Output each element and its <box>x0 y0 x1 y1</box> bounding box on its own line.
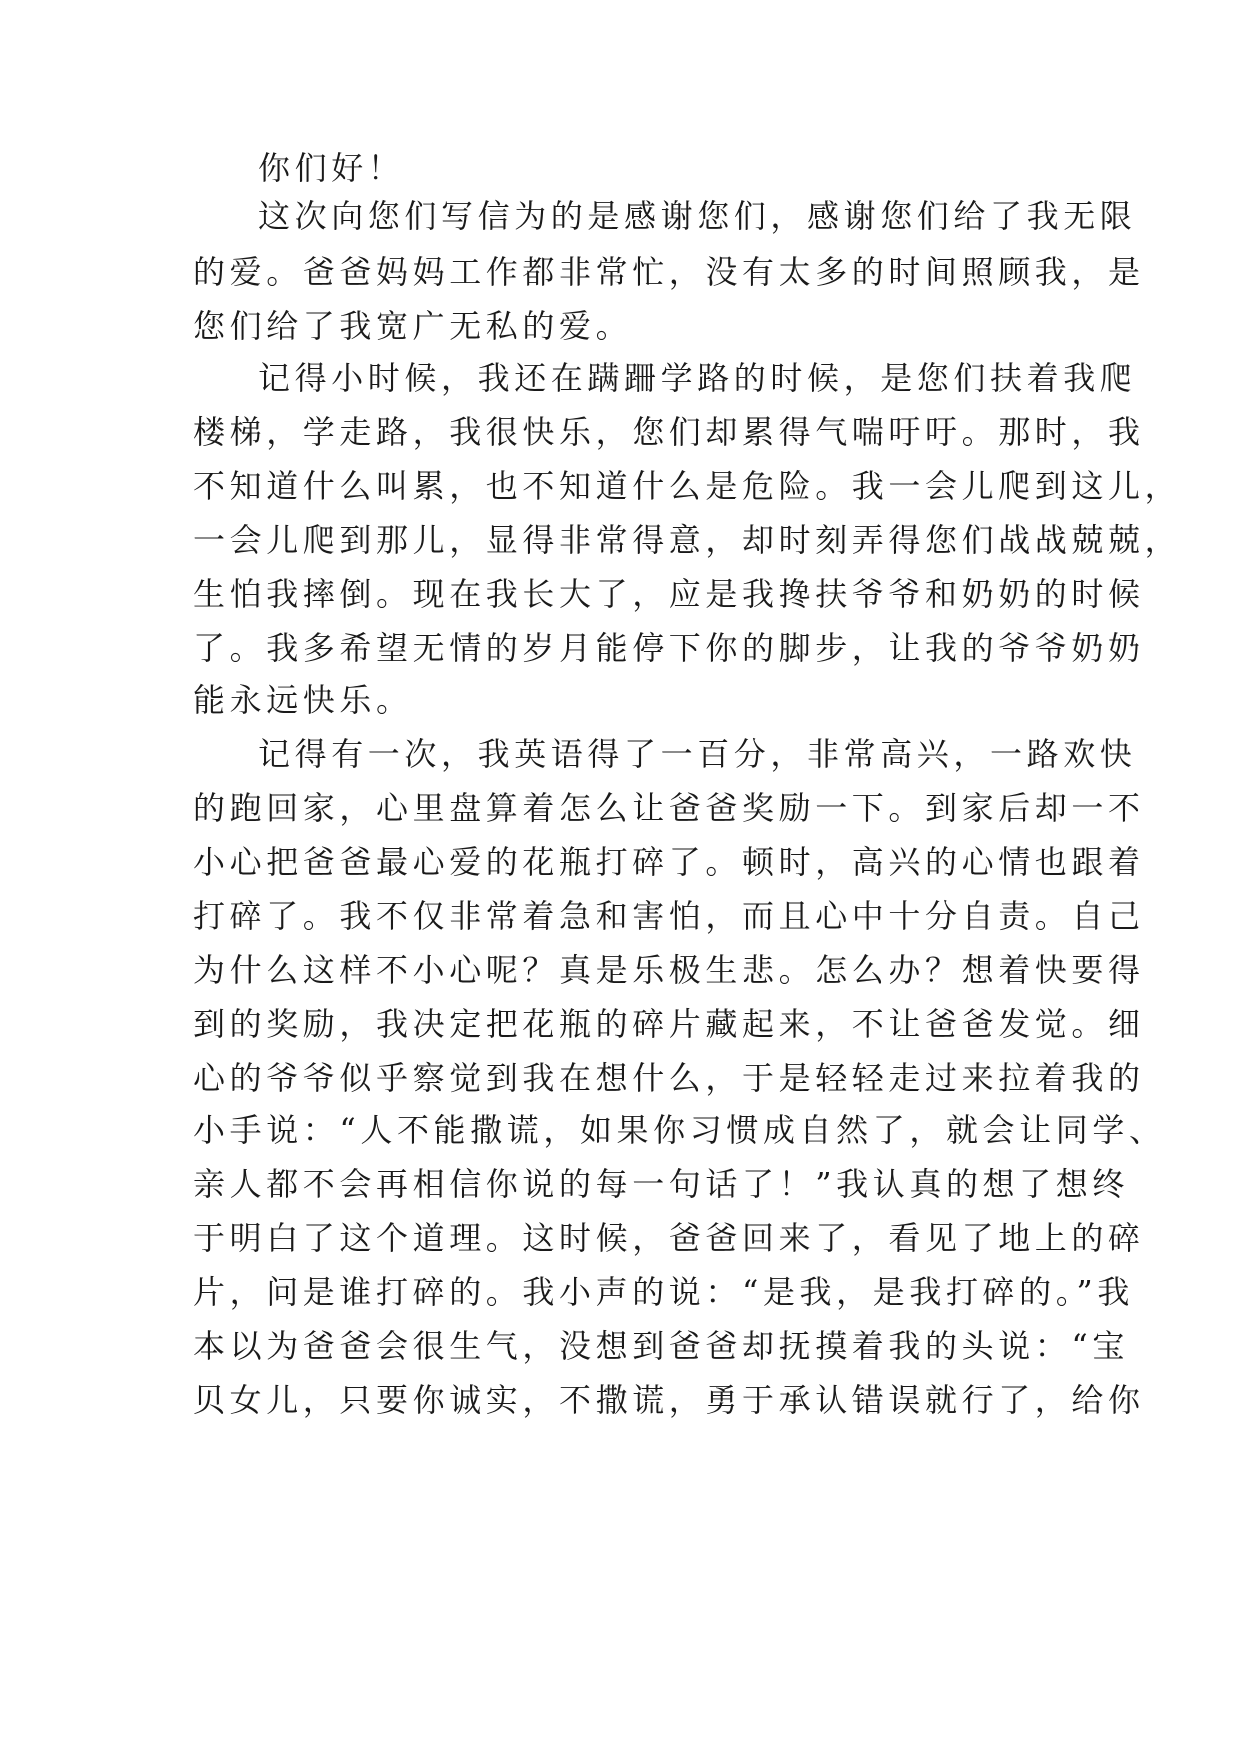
paragraph-2-line-1: 记得小时候，我还在蹒跚学路的时候，是您们扶着我爬 <box>258 359 1137 397</box>
paragraph-2-line-2: 楼梯，学走路，我很快乐，您们却累得气喘吁吁。那时，我 <box>193 413 1145 451</box>
paragraph-3-line-6: 到的奖励，我决定把花瓶的碎片藏起来，不让爸爸发觉。细 <box>193 1005 1145 1043</box>
paragraph-2-line-4: 一会儿爬到那儿，显得非常得意，却时刻弄得您们战战兢兢， <box>193 521 1182 559</box>
paragraph-3-line-2: 的跑回家，心里盘算着怎么让爸爸奖励一下。到家后却一不 <box>193 789 1145 827</box>
paragraph-3-line-12: 本以为爸爸会很生气，没想到爸爸却抚摸着我的头说：“宝 <box>193 1327 1129 1365</box>
paragraph-3-line-8: 小手说：“人不能撒谎，如果你习惯成自然了，就会让同学、 <box>193 1111 1166 1149</box>
paragraph-1-line-1: 这次向您们写信为的是感谢您们，感谢您们给了我无限 <box>258 197 1137 235</box>
paragraph-3-line-1: 记得有一次，我英语得了一百分，非常高兴，一路欢快 <box>258 735 1137 773</box>
paragraph-3-line-13: 贝女儿，只要你诚实，不撒谎，勇于承认错误就行了，给你 <box>193 1381 1145 1419</box>
paragraph-3-line-3: 小心把爸爸最心爱的花瓶打碎了。顿时，高兴的心情也跟着 <box>193 843 1145 881</box>
paragraph-2-line-7: 能永远快乐。 <box>193 681 413 719</box>
greeting-line: 你们好！ <box>258 149 405 187</box>
paragraph-2-line-5: 生怕我摔倒。现在我长大了，应是我搀扶爷爷和奶奶的时候 <box>193 575 1145 613</box>
paragraph-2-line-6: 了。我多希望无情的岁月能停下你的脚步，让我的爷爷奶奶 <box>193 629 1145 667</box>
paragraph-1-line-2: 的爱。爸爸妈妈工作都非常忙，没有太多的时间照顾我，是 <box>193 253 1145 291</box>
paragraph-3-line-5: 为什么这样不小心呢？真是乐极生悲。怎么办？想着快要得 <box>193 951 1145 989</box>
paragraph-3-line-7: 心的爷爷似乎察觉到我在想什么，于是轻轻走过来拉着我的 <box>193 1059 1145 1097</box>
paragraph-1-line-3: 您们给了我宽广无私的爱。 <box>193 307 633 345</box>
paragraph-3-line-10: 于明白了这个道理。这时候，爸爸回来了，看见了地上的碎 <box>193 1219 1145 1257</box>
paragraph-3-line-11: 片，问是谁打碎的。我小声的说：“是我，是我打碎的。”我 <box>193 1273 1134 1311</box>
paragraph-3-line-4: 打碎了。我不仅非常着急和害怕，而且心中十分自责。自己 <box>193 897 1145 935</box>
paragraph-2-line-3: 不知道什么叫累，也不知道什么是危险。我一会儿爬到这儿， <box>193 467 1182 505</box>
paragraph-3-line-9: 亲人都不会再相信你说的每一句话了！”我认真的想了想终 <box>193 1165 1129 1203</box>
